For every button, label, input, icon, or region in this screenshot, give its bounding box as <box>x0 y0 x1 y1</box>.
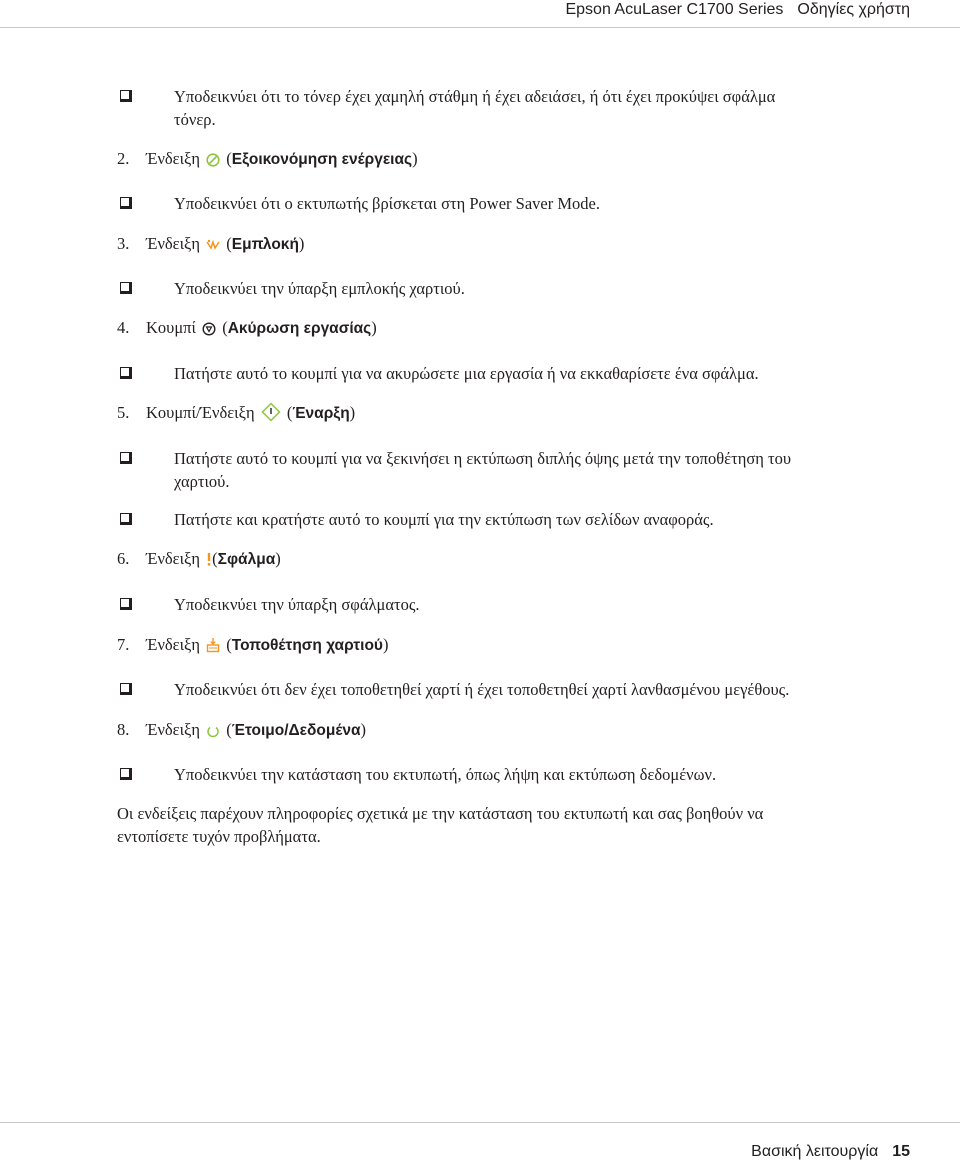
page-number: 15 <box>892 1143 910 1160</box>
bullet-box <box>120 598 132 610</box>
footer-rule <box>0 1122 960 1123</box>
item-heading: Ένδειξη (Έτοιμο/Δεδομένα) <box>146 718 366 744</box>
item-title: Εξοικονόμηση ενέργειας <box>231 151 413 168</box>
bullet-box <box>120 197 132 209</box>
item-title: Ακύρωση εργασίας <box>227 320 372 337</box>
paper-jam-icon <box>206 235 220 258</box>
item-heading: Ένδειξη (Σφάλμα) <box>146 547 281 573</box>
bullet-box <box>120 683 132 695</box>
item-label: Κουμπί/Ένδειξη <box>146 403 255 422</box>
item-heading: Κουμπί/Ένδειξη (Έναρξη) <box>146 401 355 428</box>
item-number: 7. <box>117 635 130 654</box>
item-number: 6. <box>117 549 130 568</box>
bullet-box <box>120 452 132 464</box>
list-item: Υποδεικνύει ότι ο εκτυπωτής βρίσκεται στη Power Saver Mode. <box>174 194 600 213</box>
item-number: 8. <box>117 720 130 739</box>
load-paper-icon <box>206 636 220 659</box>
list-item-cont: χαρτιού. <box>174 472 230 491</box>
list-item-cont: τόνερ. <box>174 110 216 129</box>
list-item: Υποδεικνύει την κατάσταση του εκτυπωτή, όπως λήψη και εκτύπωση δεδομένων. <box>174 765 717 784</box>
power-saver-icon <box>206 150 220 173</box>
item-number: 3. <box>117 234 130 253</box>
closing-paragraph-line1: Οι ενδείξεις παρέχουν πληροφορίες σχετικά με την κατάσταση του εκτυπωτή και σας βοηθούν να <box>117 804 764 823</box>
bullet-box <box>120 90 132 102</box>
bullet-box <box>120 513 132 525</box>
list-item: Πατήστε αυτό το κουμπί για να ακυρώσετε μια εργασία ή να εκκαθαρίσετε ένα σφάλμα. <box>174 364 759 383</box>
start-icon <box>261 402 281 428</box>
item-label: Ένδειξη <box>146 720 201 739</box>
item-number: 4. <box>117 318 130 337</box>
item-heading: Ένδειξη (Εξοικονόμηση ενέργειας) <box>146 147 418 173</box>
page-footer <box>751 1143 910 1161</box>
item-heading: Ένδειξη (Εμπλοκή) <box>146 232 304 258</box>
item-label: Ένδειξη <box>146 149 201 168</box>
item-label: Κουμπί <box>146 318 196 337</box>
header-text <box>565 1 910 19</box>
list-item: Πατήστε και κρατήστε αυτό το κουμπί για την εκτύπωση των σελίδων αναφοράς. <box>174 510 714 529</box>
item-heading: Ένδειξη (Τοποθέτηση χαρτιού) <box>146 633 388 659</box>
bullet-box <box>120 282 132 294</box>
page-header <box>0 0 960 28</box>
cancel-job-icon <box>202 319 216 342</box>
item-label: Ένδειξη <box>146 234 201 253</box>
item-label: Ένδειξη <box>146 549 201 568</box>
item-label: Ένδειξη <box>146 635 201 654</box>
list-item: Υποδεικνύει ότι το τόνερ έχει χαμηλή στάθμη ή έχει αδειάσει, ή ότι έχει προκύψει σφάλμα <box>174 87 776 106</box>
item-number: 2. <box>117 149 130 168</box>
item-heading: Κουμπί (Ακύρωση εργασίας) <box>146 316 377 342</box>
item-title: Εμπλοκή <box>231 236 299 253</box>
bullet-box <box>120 367 132 379</box>
footer-section: Βασική λειτουργία <box>751 1143 879 1160</box>
closing-paragraph-line2: εντοπίσετε τυχόν προβλήματα. <box>117 827 321 846</box>
list-item: Υποδεικνύει την ύπαρξη σφάλματος. <box>174 595 420 614</box>
item-number: 5. <box>117 403 130 422</box>
ready-data-icon <box>206 721 220 744</box>
header-doc-title: Οδηγίες χρήστη <box>797 1 910 18</box>
item-title: Σφάλμα <box>217 551 276 568</box>
header-product: Epson AcuLaser C1700 Series <box>565 1 784 18</box>
item-title: Έτοιμο/Δεδομένα <box>231 722 361 739</box>
header-rule <box>0 27 960 28</box>
list-item: Υποδεικνύει την ύπαρξη εμπλοκής χαρτιού. <box>174 279 465 298</box>
list-item: Υποδεικνύει ότι δεν έχει τοποθετηθεί χαρτί ή έχει τοποθετηθεί χαρτί λανθασμένου μεγέθους. <box>174 680 790 699</box>
item-title: Έναρξη <box>292 405 350 422</box>
item-title: Τοποθέτηση χαρτιού <box>231 637 383 654</box>
list-item: Πατήστε αυτό το κουμπί για να ξεκινήσει η εκτύπωση διπλής όψης μετά την τοποθέτηση του <box>174 449 792 468</box>
bullet-box <box>120 768 132 780</box>
